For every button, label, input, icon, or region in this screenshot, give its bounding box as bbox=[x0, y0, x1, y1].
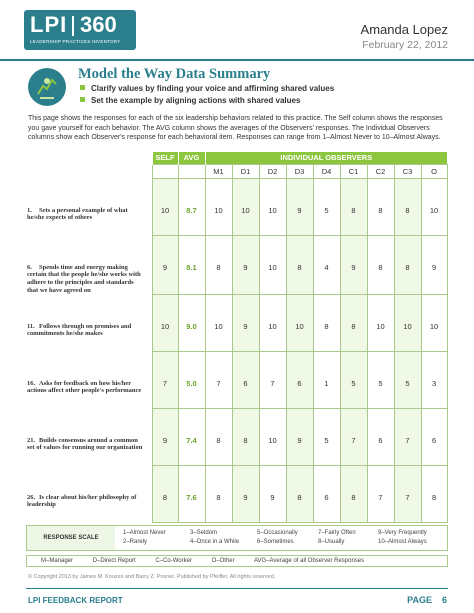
observer-score: 8 bbox=[340, 295, 367, 352]
avg-score: 9.0 bbox=[178, 295, 205, 352]
table-row bbox=[27, 236, 447, 295]
legend-item: D–Direct Report bbox=[92, 558, 136, 564]
item-text: Follows through on promises and commitments he/she makes bbox=[27, 322, 132, 338]
observer-score: 9 bbox=[232, 466, 259, 523]
blank-header bbox=[27, 152, 152, 165]
avg-score: 7.4 bbox=[178, 409, 205, 466]
observer-score: 8 bbox=[205, 409, 232, 466]
report-date: February 22, 2012 bbox=[362, 39, 448, 51]
observer-score: 5 bbox=[367, 352, 394, 409]
observer-score: 10 bbox=[259, 409, 286, 466]
observer-column-header: D2 bbox=[259, 165, 286, 179]
observer-score: 8 bbox=[286, 236, 313, 295]
bullet-square-icon bbox=[80, 97, 85, 102]
observer-column-header: D4 bbox=[313, 165, 340, 179]
self-score: 9 bbox=[152, 236, 178, 295]
observer-score: 9 bbox=[259, 466, 286, 523]
logo-number-text: 360 bbox=[80, 12, 117, 37]
observer-score: 9 bbox=[232, 295, 259, 352]
observer-score: 8 bbox=[367, 236, 394, 295]
item-number: 1. bbox=[27, 206, 32, 214]
item-text: Is clear about his/her philosophy of leadership bbox=[27, 493, 137, 509]
logo-main-text: LPI bbox=[30, 12, 68, 37]
observer-score: 7 bbox=[367, 466, 394, 523]
response-scale bbox=[26, 525, 448, 551]
avg-score: 5.0 bbox=[178, 352, 205, 409]
observer-score: 10 bbox=[259, 295, 286, 352]
group-header-row bbox=[27, 152, 447, 165]
observer-score: 8 bbox=[340, 179, 367, 236]
page-title: Model the Way Data Summary bbox=[78, 66, 271, 82]
observer-score: 10 bbox=[232, 179, 259, 236]
legend-item: M–Manager bbox=[41, 558, 74, 564]
logo-area bbox=[0, 0, 140, 58]
logo-divider bbox=[72, 16, 74, 36]
observer-score: 10 bbox=[421, 295, 447, 352]
table-row bbox=[27, 466, 447, 523]
observer-score: 9 bbox=[340, 236, 367, 295]
item-number: 21. bbox=[27, 436, 36, 444]
legend-item: C–Co-Worker bbox=[155, 558, 192, 564]
observer-column-header: C2 bbox=[367, 165, 394, 179]
avg-score: 7.6 bbox=[178, 466, 205, 523]
observer-column-header: M1 bbox=[205, 165, 232, 179]
observer-score: 7 bbox=[259, 352, 286, 409]
observer-score: 4 bbox=[313, 236, 340, 295]
table-row bbox=[27, 409, 447, 466]
scale-entry: 1–Almost Never bbox=[123, 530, 166, 536]
observer-score: 7 bbox=[205, 352, 232, 409]
scale-entry: 10–Almost Always bbox=[378, 539, 427, 545]
observer-score: 1 bbox=[313, 352, 340, 409]
observer-score: 8 bbox=[313, 295, 340, 352]
lpi-360-logo bbox=[24, 10, 136, 50]
observer-score: 7 bbox=[394, 409, 421, 466]
observer-header-row bbox=[27, 165, 447, 179]
self-score: 8 bbox=[152, 466, 178, 523]
observer-score: 5 bbox=[313, 179, 340, 236]
observer-score: 7 bbox=[340, 409, 367, 466]
observer-score: 9 bbox=[232, 236, 259, 295]
bullet-square-icon bbox=[80, 85, 85, 90]
legend-item: AVG–Average of all Observer Responses bbox=[253, 558, 365, 564]
observer-score: 10 bbox=[259, 236, 286, 295]
observer-score: 10 bbox=[286, 295, 313, 352]
observer-score: 8 bbox=[394, 236, 421, 295]
observer-score: 10 bbox=[205, 295, 232, 352]
scale-entry: 2–Rarely bbox=[123, 539, 148, 545]
item-text: Builds consensus around a common set of values for running our organization bbox=[27, 436, 143, 452]
scale-entry: 7–Fairly Often bbox=[318, 530, 356, 536]
observer-score: 6 bbox=[232, 352, 259, 409]
observer-score: 8 bbox=[286, 466, 313, 523]
intro-paragraph: This page shows the responses for each of the six leadership behaviors related to this practice. The Self column shows the responses you gave yourself for each behavior. The AVG column shows the averages of the Observers' responses. The Individual Observers columns show each Observer's response for each behavioral item. Responses can range from 1–Almost Never to 10–Almost Always. bbox=[28, 115, 443, 141]
avg-score: 8.7 bbox=[178, 179, 205, 236]
observer-score: 10 bbox=[421, 179, 447, 236]
observer-score: 8 bbox=[205, 236, 232, 295]
copyright-text: © Copyright 2013 by James M. Kouzes and Barry Z. Posner. Published by Pfeiffer. All rights reserved. bbox=[28, 574, 276, 580]
behavior-statement bbox=[27, 466, 152, 523]
behavior-text: Clarify values by finding your voice and affirming shared values bbox=[91, 84, 335, 93]
observer-score: 9 bbox=[286, 179, 313, 236]
page-number-value: 6 bbox=[441, 595, 447, 605]
behavior-text: Set the example by aligning actions with shared values bbox=[91, 96, 301, 105]
self-subheader bbox=[152, 165, 178, 179]
scale-entry: 5–Occasionally bbox=[257, 530, 298, 536]
item-number: 16. bbox=[27, 379, 36, 387]
table-row bbox=[27, 295, 447, 352]
observer-score: 10 bbox=[205, 179, 232, 236]
self-score: 10 bbox=[152, 179, 178, 236]
scale-column bbox=[378, 529, 427, 547]
scale-column bbox=[318, 529, 356, 547]
behavior-item bbox=[80, 84, 334, 93]
observer-score: 8 bbox=[421, 466, 447, 523]
avg-header: AVG bbox=[178, 152, 205, 165]
header-rule bbox=[0, 59, 474, 61]
participant-name: Amanda Lopez bbox=[360, 22, 448, 37]
observer-score: 5 bbox=[394, 352, 421, 409]
observer-score: 8 bbox=[394, 179, 421, 236]
page-header bbox=[0, 0, 474, 60]
report-name: LPI FEEDBACK REPORT bbox=[28, 596, 123, 605]
observer-score: 8 bbox=[367, 179, 394, 236]
item-number: 6. bbox=[27, 263, 32, 271]
scale-entry: 8–Usually bbox=[318, 539, 345, 545]
behavior-statement bbox=[27, 295, 152, 352]
observer-score: 10 bbox=[259, 179, 286, 236]
behavior-statement bbox=[27, 352, 152, 409]
legend-item: O–Other bbox=[211, 558, 235, 564]
item-text: Spends time and energy making certain that the people he/she works with adhere to the principles and standards that we have agreed on bbox=[27, 263, 141, 294]
observer-score: 10 bbox=[394, 295, 421, 352]
observer-score: 6 bbox=[286, 352, 313, 409]
behavior-statement bbox=[27, 179, 152, 236]
page-number bbox=[407, 595, 447, 605]
observer-score: 8 bbox=[232, 409, 259, 466]
observer-column-header: D1 bbox=[232, 165, 259, 179]
item-text: Sets a personal example of what he/she expects of others bbox=[27, 206, 128, 222]
behavior-statement bbox=[27, 236, 152, 295]
response-scale-label: RESPONSE SCALE bbox=[27, 526, 115, 550]
self-header: SELF bbox=[152, 152, 178, 165]
table-row bbox=[27, 179, 447, 236]
item-text: Asks for feedback on how his/her actions affect other people's performance bbox=[27, 379, 142, 395]
self-score: 10 bbox=[152, 295, 178, 352]
table-row bbox=[27, 352, 447, 409]
abbreviation-legend bbox=[26, 555, 448, 567]
scale-entry: 3–Seldom bbox=[190, 530, 218, 536]
self-score: 7 bbox=[152, 352, 178, 409]
observer-score: 3 bbox=[421, 352, 447, 409]
observer-score: 8 bbox=[340, 466, 367, 523]
blank-header bbox=[27, 165, 152, 179]
footer-rule bbox=[26, 588, 448, 589]
observer-score: 5 bbox=[340, 352, 367, 409]
avg-score: 8.1 bbox=[178, 236, 205, 295]
scale-column bbox=[123, 529, 166, 547]
participant-info bbox=[361, 22, 448, 51]
observer-score: 6 bbox=[367, 409, 394, 466]
scale-entry: 6–Sometimes bbox=[257, 539, 294, 545]
observer-column-header: O bbox=[421, 165, 447, 179]
observer-score: 8 bbox=[205, 466, 232, 523]
model-the-way-icon bbox=[28, 68, 66, 106]
observer-column-header: C3 bbox=[394, 165, 421, 179]
scale-entry: 9–Very Frequently bbox=[378, 530, 427, 536]
behavior-item bbox=[80, 96, 300, 105]
item-number: 26. bbox=[27, 493, 36, 501]
scale-entry: 4–Once in a While bbox=[190, 539, 240, 545]
observer-score: 6 bbox=[313, 466, 340, 523]
observer-score: 5 bbox=[313, 409, 340, 466]
behavior-statement bbox=[27, 409, 152, 466]
self-score: 9 bbox=[152, 409, 178, 466]
page-footer bbox=[0, 584, 474, 613]
data-summary-table bbox=[27, 152, 448, 523]
observers-header: INDIVIDUAL OBSERVERS bbox=[205, 152, 447, 165]
observer-score: 9 bbox=[286, 409, 313, 466]
avg-subheader bbox=[178, 165, 205, 179]
scale-column bbox=[257, 529, 298, 547]
item-number: 11. bbox=[27, 322, 35, 330]
observer-score: 7 bbox=[394, 466, 421, 523]
observer-column-header: C1 bbox=[340, 165, 367, 179]
observer-score: 10 bbox=[367, 295, 394, 352]
observer-score: 9 bbox=[421, 236, 447, 295]
logo-subtitle: LEADERSHIP PRACTICES INVENTORY bbox=[30, 39, 121, 44]
observer-column-header: D3 bbox=[286, 165, 313, 179]
scale-column bbox=[190, 529, 239, 547]
page-label: PAGE bbox=[407, 595, 432, 605]
observer-score: 6 bbox=[421, 409, 447, 466]
